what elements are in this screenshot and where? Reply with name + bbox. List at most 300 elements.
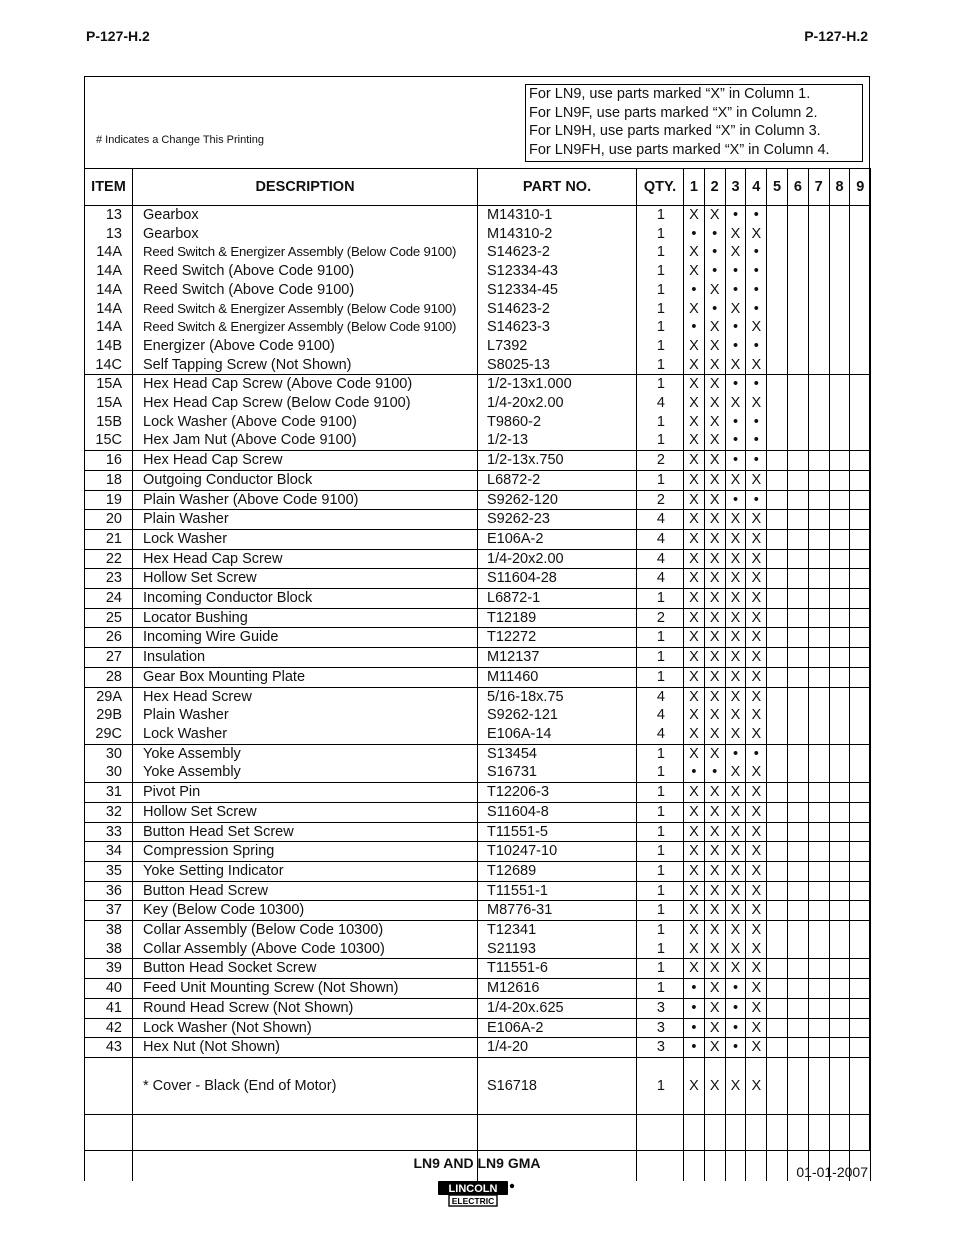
table-row [85,225,871,244]
column-5-mark [767,921,788,940]
column-9-mark [850,451,871,471]
description: Plain Washer (Above Code 9100) [133,490,478,510]
column-4-mark: X [746,608,767,628]
item-number: 37 [85,901,133,921]
quantity: 1 [637,881,684,901]
table-row [85,940,871,959]
item-number: 23 [85,569,133,589]
column-3-mark: X [725,510,746,530]
table-row [85,608,871,628]
item-number: 20 [85,510,133,530]
quantity: 4 [637,569,684,589]
column-7-mark [808,262,829,281]
column-6-mark [787,998,808,1018]
column-1-mark: X [684,725,705,744]
column-8-mark [829,337,850,356]
column-8-mark [829,413,850,432]
column-8-mark [829,225,850,244]
quantity: 1 [637,589,684,609]
column-9-mark [850,262,871,281]
column-9-mark [850,510,871,530]
column-3-mark: X [725,549,746,569]
quantity: 1 [637,861,684,881]
part-number: 1/4-20x.625 [478,998,637,1018]
description: Button Head Screw [133,881,478,901]
column-3-mark: X [725,667,746,687]
quantity: 1 [637,921,684,940]
column-7-mark [808,979,829,999]
column-2-mark: X [704,451,725,471]
column-2-mark: X [704,783,725,803]
column-3-mark: X [725,921,746,940]
column-6-mark [787,356,808,375]
quantity: 1 [637,628,684,648]
column-4-mark: X [746,940,767,959]
part-number: M11460 [478,667,637,687]
quantity: 3 [637,998,684,1018]
column-9-mark [850,337,871,356]
column-1-mark: X [684,413,705,432]
column-8-mark [829,959,850,979]
quantity: 2 [637,490,684,510]
column-1-mark: • [684,281,705,300]
part-number: S11604-8 [478,802,637,822]
header-item: ITEM [85,169,133,206]
part-number: T10247-10 [478,842,637,862]
column-5-mark [767,901,788,921]
part-number: T12341 [478,921,637,940]
description: Compression Spring [133,842,478,862]
column-1-mark: X [684,901,705,921]
description: Outgoing Conductor Block [133,470,478,490]
column-3-mark: • [725,1018,746,1038]
column-4-mark: X [746,1018,767,1038]
column-2-mark: X [704,337,725,356]
column-4-mark: X [746,861,767,881]
column-7-mark [808,569,829,589]
column-9-mark [850,901,871,921]
column-7-mark [808,744,829,763]
column-4-mark: X [746,725,767,744]
quantity: 1 [637,979,684,999]
column-2-mark: X [704,608,725,628]
column-6-mark [787,744,808,763]
quantity: 1 [637,431,684,450]
column-5-mark [767,725,788,744]
column-2-mark: X [704,802,725,822]
instruction-line: For LN9F, use parts marked “X” in Column 2. [529,104,818,121]
column-2-mark: X [704,628,725,648]
column-6-mark [787,1057,808,1114]
column-1-mark: X [684,206,705,225]
column-9-mark [850,300,871,319]
header-col-1: 1 [684,169,705,206]
column-9-mark [850,706,871,725]
quantity: 1 [637,822,684,842]
part-number: T11551-6 [478,959,637,979]
column-4-mark: X [746,921,767,940]
part-number: E106A-2 [478,1018,637,1038]
column-1-mark: X [684,470,705,490]
column-6-mark [787,921,808,940]
part-number: 1/2-13 [478,431,637,450]
column-6-mark [787,206,808,225]
description: Collar Assembly (Below Code 10300) [133,921,478,940]
quantity: 1 [637,648,684,668]
column-6-mark [787,842,808,862]
column-9-mark [850,243,871,262]
column-4-mark: X [746,783,767,803]
description: Hollow Set Screw [133,569,478,589]
column-2-mark: X [704,921,725,940]
item-number: 14B [85,337,133,356]
part-number: S14623-3 [478,318,637,337]
column-7-mark [808,589,829,609]
column-8-mark [829,998,850,1018]
part-number: L7392 [478,337,637,356]
column-4-mark: X [746,394,767,413]
column-5-mark [767,959,788,979]
lincoln-electric-logo [437,1180,517,1208]
column-4-mark: X [746,648,767,668]
column-3-mark: X [725,529,746,549]
column-7-mark [808,1057,829,1114]
column-9-mark [850,783,871,803]
part-number: S8025-13 [478,356,637,375]
column-4-mark: X [746,763,767,782]
item-number: 29B [85,706,133,725]
description: Incoming Conductor Block [133,589,478,609]
column-2-mark: X [704,687,725,706]
part-number: E106A-14 [478,725,637,744]
column-8-mark [829,356,850,375]
column-4-mark: • [746,262,767,281]
column-1-mark: X [684,687,705,706]
column-4-mark: X [746,549,767,569]
footer-date: 01-01-2007 [796,1164,868,1180]
table-row [85,510,871,530]
table-row [85,549,871,569]
column-6-mark [787,431,808,450]
column-6-mark [787,529,808,549]
column-6-mark [787,901,808,921]
column-7-mark [808,1038,829,1058]
column-9-mark [850,921,871,940]
column-6-mark [787,763,808,782]
column-5-mark [767,1018,788,1038]
column-1-mark: • [684,1018,705,1038]
column-1-mark: X [684,431,705,450]
column-5-mark [767,413,788,432]
column-7-mark [808,356,829,375]
part-number: 1/4-20x2.00 [478,394,637,413]
description: Reed Switch & Energizer Assembly (Below Code 9100) [133,318,478,337]
part-number: T12206-3 [478,783,637,803]
column-3-mark: X [725,706,746,725]
quantity: 2 [637,451,684,471]
column-2-mark: • [704,262,725,281]
column-5-mark [767,940,788,959]
column-5-mark [767,628,788,648]
table-row [85,998,871,1018]
column-6-mark [787,262,808,281]
column-9-mark [850,225,871,244]
column-6-mark [787,337,808,356]
column-8-mark [829,1038,850,1058]
description: Insulation [133,648,478,668]
column-4-mark: X [746,225,767,244]
column-7-mark [808,431,829,450]
column-3-mark: • [725,451,746,471]
column-1-mark: • [684,225,705,244]
part-number: M12137 [478,648,637,668]
column-5-mark [767,783,788,803]
header-col-6: 6 [787,169,808,206]
column-6-mark [787,510,808,530]
item-number: 31 [85,783,133,803]
column-7-mark [808,490,829,510]
column-2-mark: • [704,300,725,319]
column-3-mark: • [725,413,746,432]
column-3-mark: X [725,569,746,589]
quantity: 1 [637,802,684,822]
column-9-mark [850,1057,871,1114]
column-5-mark [767,375,788,394]
page-code-left: P-127-H.2 [86,28,150,44]
description: Hex Head Cap Screw [133,549,478,569]
column-5-mark [767,608,788,628]
column-8-mark [829,822,850,842]
description: Reed Switch & Energizer Assembly (Below Code 9100) [133,300,478,319]
part-number: M8776-31 [478,901,637,921]
column-3-mark: X [725,1057,746,1114]
quantity: 1 [637,300,684,319]
column-4-mark: X [746,589,767,609]
column-1-mark: • [684,979,705,999]
column-3-mark: X [725,725,746,744]
column-2-mark: X [704,881,725,901]
description: Round Head Screw (Not Shown) [133,998,478,1018]
item-number: 27 [85,648,133,668]
column-7-mark [808,1018,829,1038]
logo-text-top: LINCOLN [448,1183,498,1195]
column-5-mark [767,763,788,782]
column-9-mark [850,822,871,842]
column-2-mark: X [704,549,725,569]
column-6-mark [787,706,808,725]
column-6-mark [787,802,808,822]
column-1-mark: • [684,763,705,782]
column-3-mark: X [725,628,746,648]
column-instructions [525,84,863,162]
column-4-mark: X [746,318,767,337]
column-2-mark: X [704,940,725,959]
column-8-mark [829,394,850,413]
column-1-mark: X [684,451,705,471]
column-2-mark: X [704,589,725,609]
column-3-mark: X [725,225,746,244]
quantity: 1 [637,783,684,803]
item-number: 39 [85,959,133,979]
table-row [85,337,871,356]
item-number: 14A [85,300,133,319]
instruction-line: For LN9H, use parts marked “X” in Column 3. [529,123,821,140]
column-8-mark [829,549,850,569]
quantity: 1 [637,1057,684,1114]
item-number: 30 [85,744,133,763]
column-1-mark: X [684,490,705,510]
column-9-mark [850,725,871,744]
column-1-mark: X [684,262,705,281]
table-row [85,706,871,725]
column-1-mark: X [684,940,705,959]
column-7-mark [808,451,829,471]
table-row [85,802,871,822]
description: Yoke Setting Indicator [133,861,478,881]
column-1-mark: X [684,510,705,530]
quantity: 1 [637,959,684,979]
instruction-line: For LN9, use parts marked “X” in Column 1. [529,86,811,102]
column-1-mark: • [684,998,705,1018]
column-8-mark [829,921,850,940]
column-5-mark [767,300,788,319]
table-row [85,763,871,782]
column-4-mark: • [746,431,767,450]
table-row [85,451,871,471]
column-5-mark [767,979,788,999]
description: Gearbox [133,206,478,225]
table-row [85,413,871,432]
quantity: 3 [637,1018,684,1038]
column-8-mark [829,667,850,687]
column-7-mark [808,959,829,979]
table-row [85,861,871,881]
column-4-mark: X [746,667,767,687]
column-5-mark [767,394,788,413]
column-5-mark [767,356,788,375]
column-4-mark: X [746,1038,767,1058]
column-2-mark: X [704,281,725,300]
column-9-mark [850,648,871,668]
column-7-mark [808,725,829,744]
quantity: 4 [637,394,684,413]
column-4-mark: X [746,628,767,648]
description: Lock Washer [133,725,478,744]
item-number: 38 [85,940,133,959]
description: Collar Assembly (Above Code 10300) [133,940,478,959]
part-number: S16718 [478,1057,637,1114]
quantity: 3 [637,1038,684,1058]
column-6-mark [787,687,808,706]
description: Lock Washer (Not Shown) [133,1018,478,1038]
column-2-mark: X [704,822,725,842]
column-6-mark [787,822,808,842]
table-row [85,262,871,281]
description: Button Head Socket Screw [133,959,478,979]
item-number: 40 [85,979,133,999]
item-number: 28 [85,667,133,687]
column-5-mark [767,510,788,530]
column-7-mark [808,281,829,300]
description: Self Tapping Screw (Not Shown) [133,356,478,375]
column-5-mark [767,648,788,668]
column-8-mark [829,881,850,901]
column-5-mark [767,998,788,1018]
column-4-mark: X [746,510,767,530]
column-7-mark [808,901,829,921]
header-col-4: 4 [746,169,767,206]
table-row [85,490,871,510]
column-7-mark [808,225,829,244]
column-6-mark [787,300,808,319]
table-row [85,589,871,609]
column-2-mark: • [704,243,725,262]
part-number: T12272 [478,628,637,648]
description: Lock Washer [133,529,478,549]
column-1-mark: X [684,648,705,668]
column-1-mark: • [684,1038,705,1058]
description: Gear Box Mounting Plate [133,667,478,687]
column-9-mark [850,490,871,510]
column-7-mark [808,648,829,668]
part-number: S11604-28 [478,569,637,589]
item-number: 22 [85,549,133,569]
column-8-mark [829,842,850,862]
column-1-mark: X [684,881,705,901]
description: Hex Nut (Not Shown) [133,1038,478,1058]
column-5-mark [767,206,788,225]
column-6-mark [787,979,808,999]
column-9-mark [850,281,871,300]
column-7-mark [808,783,829,803]
column-3-mark: X [725,356,746,375]
column-1-mark: X [684,549,705,569]
column-2-mark: X [704,1038,725,1058]
item-number: 42 [85,1018,133,1038]
description: Plain Washer [133,510,478,530]
column-9-mark [850,431,871,450]
table-row [85,318,871,337]
part-number: M14310-1 [478,206,637,225]
description: Hex Head Cap Screw (Below Code 9100) [133,394,478,413]
quantity: 1 [637,356,684,375]
part-number: T11551-1 [478,881,637,901]
column-3-mark: • [725,998,746,1018]
table-row [85,1018,871,1038]
table-row [85,667,871,687]
part-number: S9262-23 [478,510,637,530]
column-3-mark: • [725,744,746,763]
item-number [85,1057,133,1114]
part-number: L6872-1 [478,589,637,609]
quantity: 1 [637,337,684,356]
item-number: 16 [85,451,133,471]
table-row [85,744,871,763]
column-5-mark [767,262,788,281]
item-number: 36 [85,881,133,901]
column-4-mark: X [746,881,767,901]
column-9-mark [850,979,871,999]
table-row [85,628,871,648]
column-8-mark [829,470,850,490]
column-8-mark [829,206,850,225]
table-row [85,431,871,450]
column-3-mark: X [725,470,746,490]
part-number: S14623-2 [478,243,637,262]
part-number: L6872-2 [478,470,637,490]
item-number: 13 [85,206,133,225]
quantity: 4 [637,549,684,569]
